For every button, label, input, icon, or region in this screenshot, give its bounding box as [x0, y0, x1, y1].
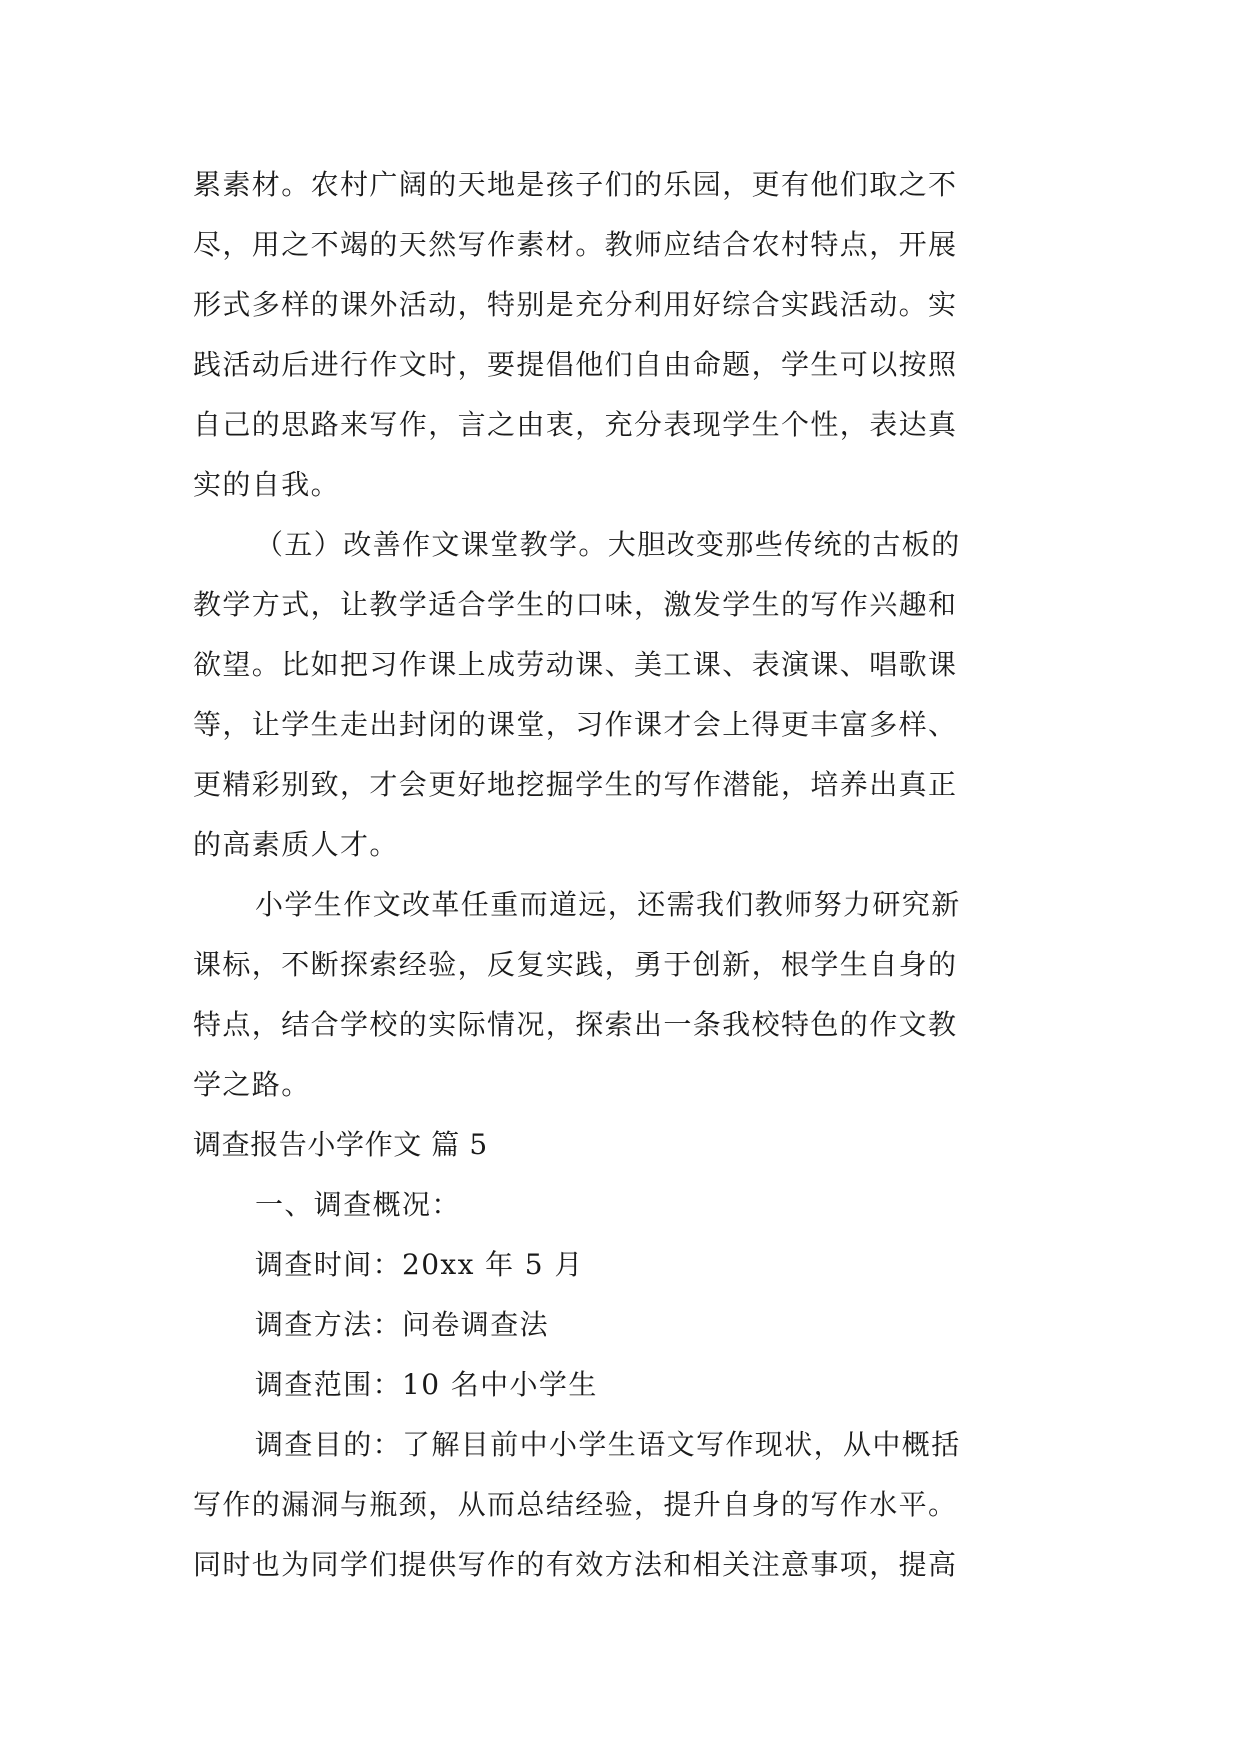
text-line: 特点，结合学校的实际情况，探索出一条我校特色的作文教 [193, 1008, 958, 1041]
text-line: 累素材。农村广阔的天地是孩子们的乐园，更有他们取之不 [193, 168, 958, 201]
paragraph-conclusion [193, 875, 1063, 1115]
document-body [193, 155, 1063, 1595]
text-line: （五）改善作文课堂教学。大胆改变那些传统的古板的 [255, 528, 961, 561]
text-line: 教学方式，让教学适合学生的口味，激发学生的写作兴趣和 [193, 588, 958, 621]
text-line: 课标，不断探索经验，反复实践，勇于创新，根学生自身的 [193, 948, 958, 981]
survey-scope: 调查范围：10 名中小学生 [255, 1368, 598, 1401]
text-line: 调查目的：了解目前中小学生语文写作现状，从中概括 [255, 1428, 961, 1461]
text-line: 欲望。比如把习作课上成劳动课、美工课、表演课、唱歌课 [193, 648, 958, 681]
text-line: 学之路。 [193, 1068, 311, 1101]
text-line: 尽，用之不竭的天然写作素材。教师应结合农村特点，开展 [193, 228, 958, 261]
text-line: 形式多样的课外活动，特别是充分利用好综合实践活动。实 [193, 288, 958, 321]
overview-heading: 一、调查概况： [255, 1188, 461, 1221]
paragraph-classroom-teaching [193, 515, 1063, 875]
text-line: 践活动后进行作文时，要提倡他们自由命题，学生可以按照 [193, 348, 958, 381]
survey-time: 调查时间：20xx 年 5 月 [255, 1248, 584, 1281]
text-line: 实的自我。 [193, 468, 341, 501]
text-line: 自己的思路来写作，言之由衷，充分表现学生个性，表达真 [193, 408, 958, 441]
paragraph-materials [193, 155, 1063, 515]
survey-method: 调查方法：问卷调查法 [255, 1308, 550, 1341]
text-line: 的高素质人才。 [193, 828, 399, 861]
text-line: 小学生作文改革任重而道远，还需我们教师努力研究新 [255, 888, 961, 921]
text-line: 更精彩别致，才会更好地挖掘学生的写作潜能，培养出真正 [193, 768, 958, 801]
text-line: 写作的漏洞与瓶颈，从而总结经验，提升自身的写作水平。 [193, 1488, 958, 1521]
text-line: 同时也为同学们提供写作的有效方法和相关注意事项，提高 [193, 1548, 958, 1581]
text-line: 等，让学生走出封闭的课堂，习作课才会上得更丰富多样、 [193, 708, 958, 741]
section-heading: 调查报告小学作文 篇 5 [193, 1128, 488, 1161]
survey-overview [193, 1175, 1063, 1595]
